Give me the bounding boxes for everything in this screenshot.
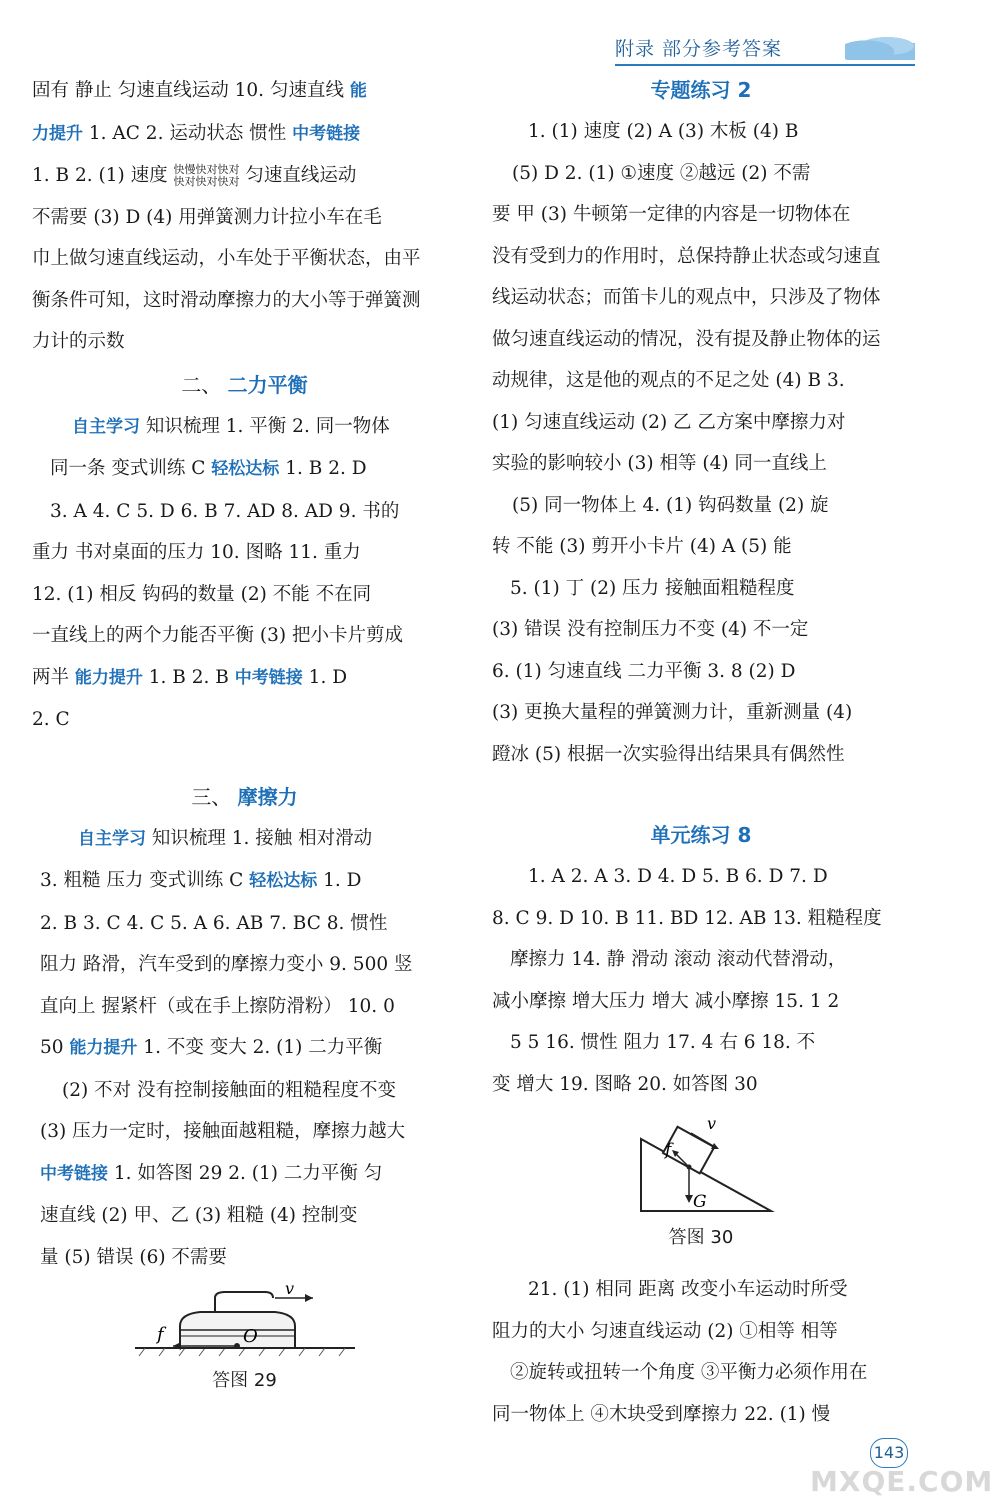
answer-line: 不需要 (3) D (4) 用弹簧测力计拉小车在毛 [32,206,382,228]
answer-line: 1. A 2. A 3. D 4. D 5. B 6. D 7. D [528,866,828,887]
answer-line: 8. C 9. D 10. B 11. BD 12. AB 13. 粗糙程度 [492,907,882,929]
answer-line: 1. (1) 速度 (2) A (3) 木板 (4) B [528,121,799,142]
answer-line: 减小摩擦 增大压力 增大 减小摩擦 15. 1 2 [492,990,840,1012]
answer-line: 没有受到力的作用时，总保持静止状态或匀速直 [492,245,881,267]
answer-line: 5 5 16. 惯性 阻力 17. 4 右 6 18. 不 [510,1032,816,1053]
answer-line: (2) 不对 没有控制接触面的粗糙程度不变 [62,1079,396,1101]
answer-line: 实验的影响较小 (3) 相等 (4) 同一直线上 [492,453,827,474]
header-title: 附录 部分参考答案 [615,38,783,60]
answer-line: 蹬冰 (5) 根据一次实验得出结果具有偶然性 [492,743,845,765]
right-column [492,70,910,1435]
answer-line: 中考链接 1. 如答图 29 2. (1) 二力平衡 匀 [40,1162,383,1184]
section-title-two-force: 二、 二力平衡 [181,372,308,397]
answer-line: 变 增大 19. 图略 20. 如答图 30 [492,1073,758,1095]
figure-29 [32,1284,457,1394]
left-column [32,70,457,1394]
answer-line: 1. B 2. (1) 速度 快慢快对快对 快对快对快对 匀速直线运动 [32,163,357,188]
answer-line: 重力 书对桌面的压力 10. 图略 11. 重力 [32,542,361,563]
answer-line: (3) 错误 没有控制压力不变 (4) 不一定 [492,619,809,640]
answer-line: 线运动状态；而笛卡儿的观点中，只涉及了物体 [492,287,881,308]
answer-line: ②旋转或扭转一个角度 ③平衡力必须作用在 [510,1362,868,1383]
tag-ability: 能 [349,81,367,101]
fig29-o-label: O [242,1326,258,1347]
left-top-answers [32,70,457,363]
tag-exam: 中考链接 [292,123,361,144]
answer-line: 6. (1) 匀速直线 二力平衡 3. 8 (2) D [492,660,796,682]
answer-line: 速直线 (2) 甲、乙 (3) 粗糙 (4) 控制变 [40,1205,358,1226]
answer-line: 巾上做匀速直线运动，小车处于平衡状态，由平 [32,248,421,269]
answer-line: 2. B 3. C 4. C 5. A 6. AB 7. BC 8. 惯性 [40,912,388,934]
answer-line: 量 (5) 错误 (6) 不需要 [40,1246,227,1268]
section-title-friction: 三、 摩擦力 [191,784,298,809]
topic-exercise-answers [492,111,910,775]
answer-line: 衡条件可知，这时滑动摩擦力的大小等于弹簧测 [32,289,421,311]
answer-line: 力计的示数 [32,331,125,352]
answer-line: 21. (1) 相同 距离 改变小车运动时所受 [528,1279,848,1300]
answer-line: (1) 匀速直线运动 (2) 乙 乙方案中摩擦力对 [492,411,846,433]
answer-line: 动规律，这是他的观点的不足之处 (4) B 3. [492,370,845,391]
fig29-f-label: f [156,1324,164,1345]
curling-stone-diagram [125,1284,365,1364]
section-friction-answers [32,818,457,1279]
answer-line: 自主学习 知识梳理 1. 接触 相对滑动 [78,827,373,849]
unit-exercise-answers-cont [492,1269,910,1435]
page-header [615,28,915,66]
answer-line: 50 能力提升 1. 不变 变大 2. (1) 二力平衡 [40,1037,383,1058]
incline-block-diagram [601,1111,801,1221]
answer-line: (5) 同一物体上 4. (1) 钩码数量 (2) 旋 [512,494,829,516]
section-title-topic-exercise: 专题练习 2 [650,78,752,102]
answer-line: 两半 能力提升 1. B 2. B 中考链接 1. D [32,666,348,688]
answer-line: 12. (1) 相反 钩码的数量 (2) 不能 不在同 [32,583,372,605]
answer-line: 做匀速直线运动的情况，没有提及静止物体的运 [492,328,881,350]
answer-line: 摩擦力 14. 静 滑动 滚动 滚动代替滑动， [510,949,847,970]
section-two-force-answers [32,406,457,741]
answer-line: 同一条 变式训练 C 轻松达标 1. B 2. D [50,458,367,479]
watermark: MXQE.COM [810,1465,994,1498]
unit-exercise-answers [492,856,910,1105]
answer-line: 阻力 路滑，汽车受到的摩擦力变小 9. 500 竖 [40,954,413,975]
fig30-f-label: f [665,1140,672,1160]
handwritten-note: 快慢快对快对 快对快对快对 [173,163,240,188]
section-title-unit-exercise: 单元练习 8 [650,823,752,847]
answer-line: 5. (1) 丁 (2) 压力 接触面粗糙程度 [510,577,795,599]
cloud-decoration-icon [845,32,915,60]
answer-line: 转 不能 (3) 剪开小卡片 (4) A (5) 能 [492,536,792,557]
page-number: 143 [870,1438,908,1468]
answer-line: (3) 更换大量程的弹簧测力计，重新测量 (4) [492,702,853,723]
answer-line: 3. A 4. C 5. D 6. B 7. AD 8. AD 9. 书的 [50,500,400,522]
answer-line: (3) 压力一定时，接触面越粗糙，摩擦力越大 [40,1121,406,1142]
answer-line: 3. 粗糙 压力 变式训练 C 轻松达标 1. D [40,870,362,891]
answer-line: 自主学习 知识梳理 1. 平衡 2. 同一物体 [72,415,390,437]
answer-line: 同一物体上 ④木块受到摩擦力 22. (1) 慢 [492,1403,831,1425]
fig30-v-label: v [707,1114,717,1133]
fig29-v-label: v [284,1284,294,1298]
answer-line: 力提升 1. AC 2. 运动状态 惯性 中考链接 [32,122,361,144]
answer-line: 固有 静止 匀速直线运动 10. 匀速直线 能 [32,80,367,101]
answer-line: 阻力的大小 匀速直线运动 (2) ①相等 相等 [492,1320,838,1342]
answer-line: (5) D 2. (1) ①速度 ②越远 (2) 不需 [512,162,811,184]
answer-line: 直向上 握紧杆（或在手上擦防滑粉） 10. 0 [40,995,395,1017]
figure-29-caption: 答图 29 [212,1370,277,1391]
fig30-g-label: G [693,1192,707,1212]
figure-30-caption: 答图 30 [668,1227,734,1248]
answer-line: 一直线上的两个力能否平衡 (3) 把小卡片剪成 [32,625,403,646]
tag-ability: 力提升 [32,123,83,144]
answer-line: 要 甲 (3) 牛顿第一定律的内容是一切物体在 [492,204,851,225]
figure-30 [492,1111,910,1251]
answer-line: 2. C [32,709,70,730]
